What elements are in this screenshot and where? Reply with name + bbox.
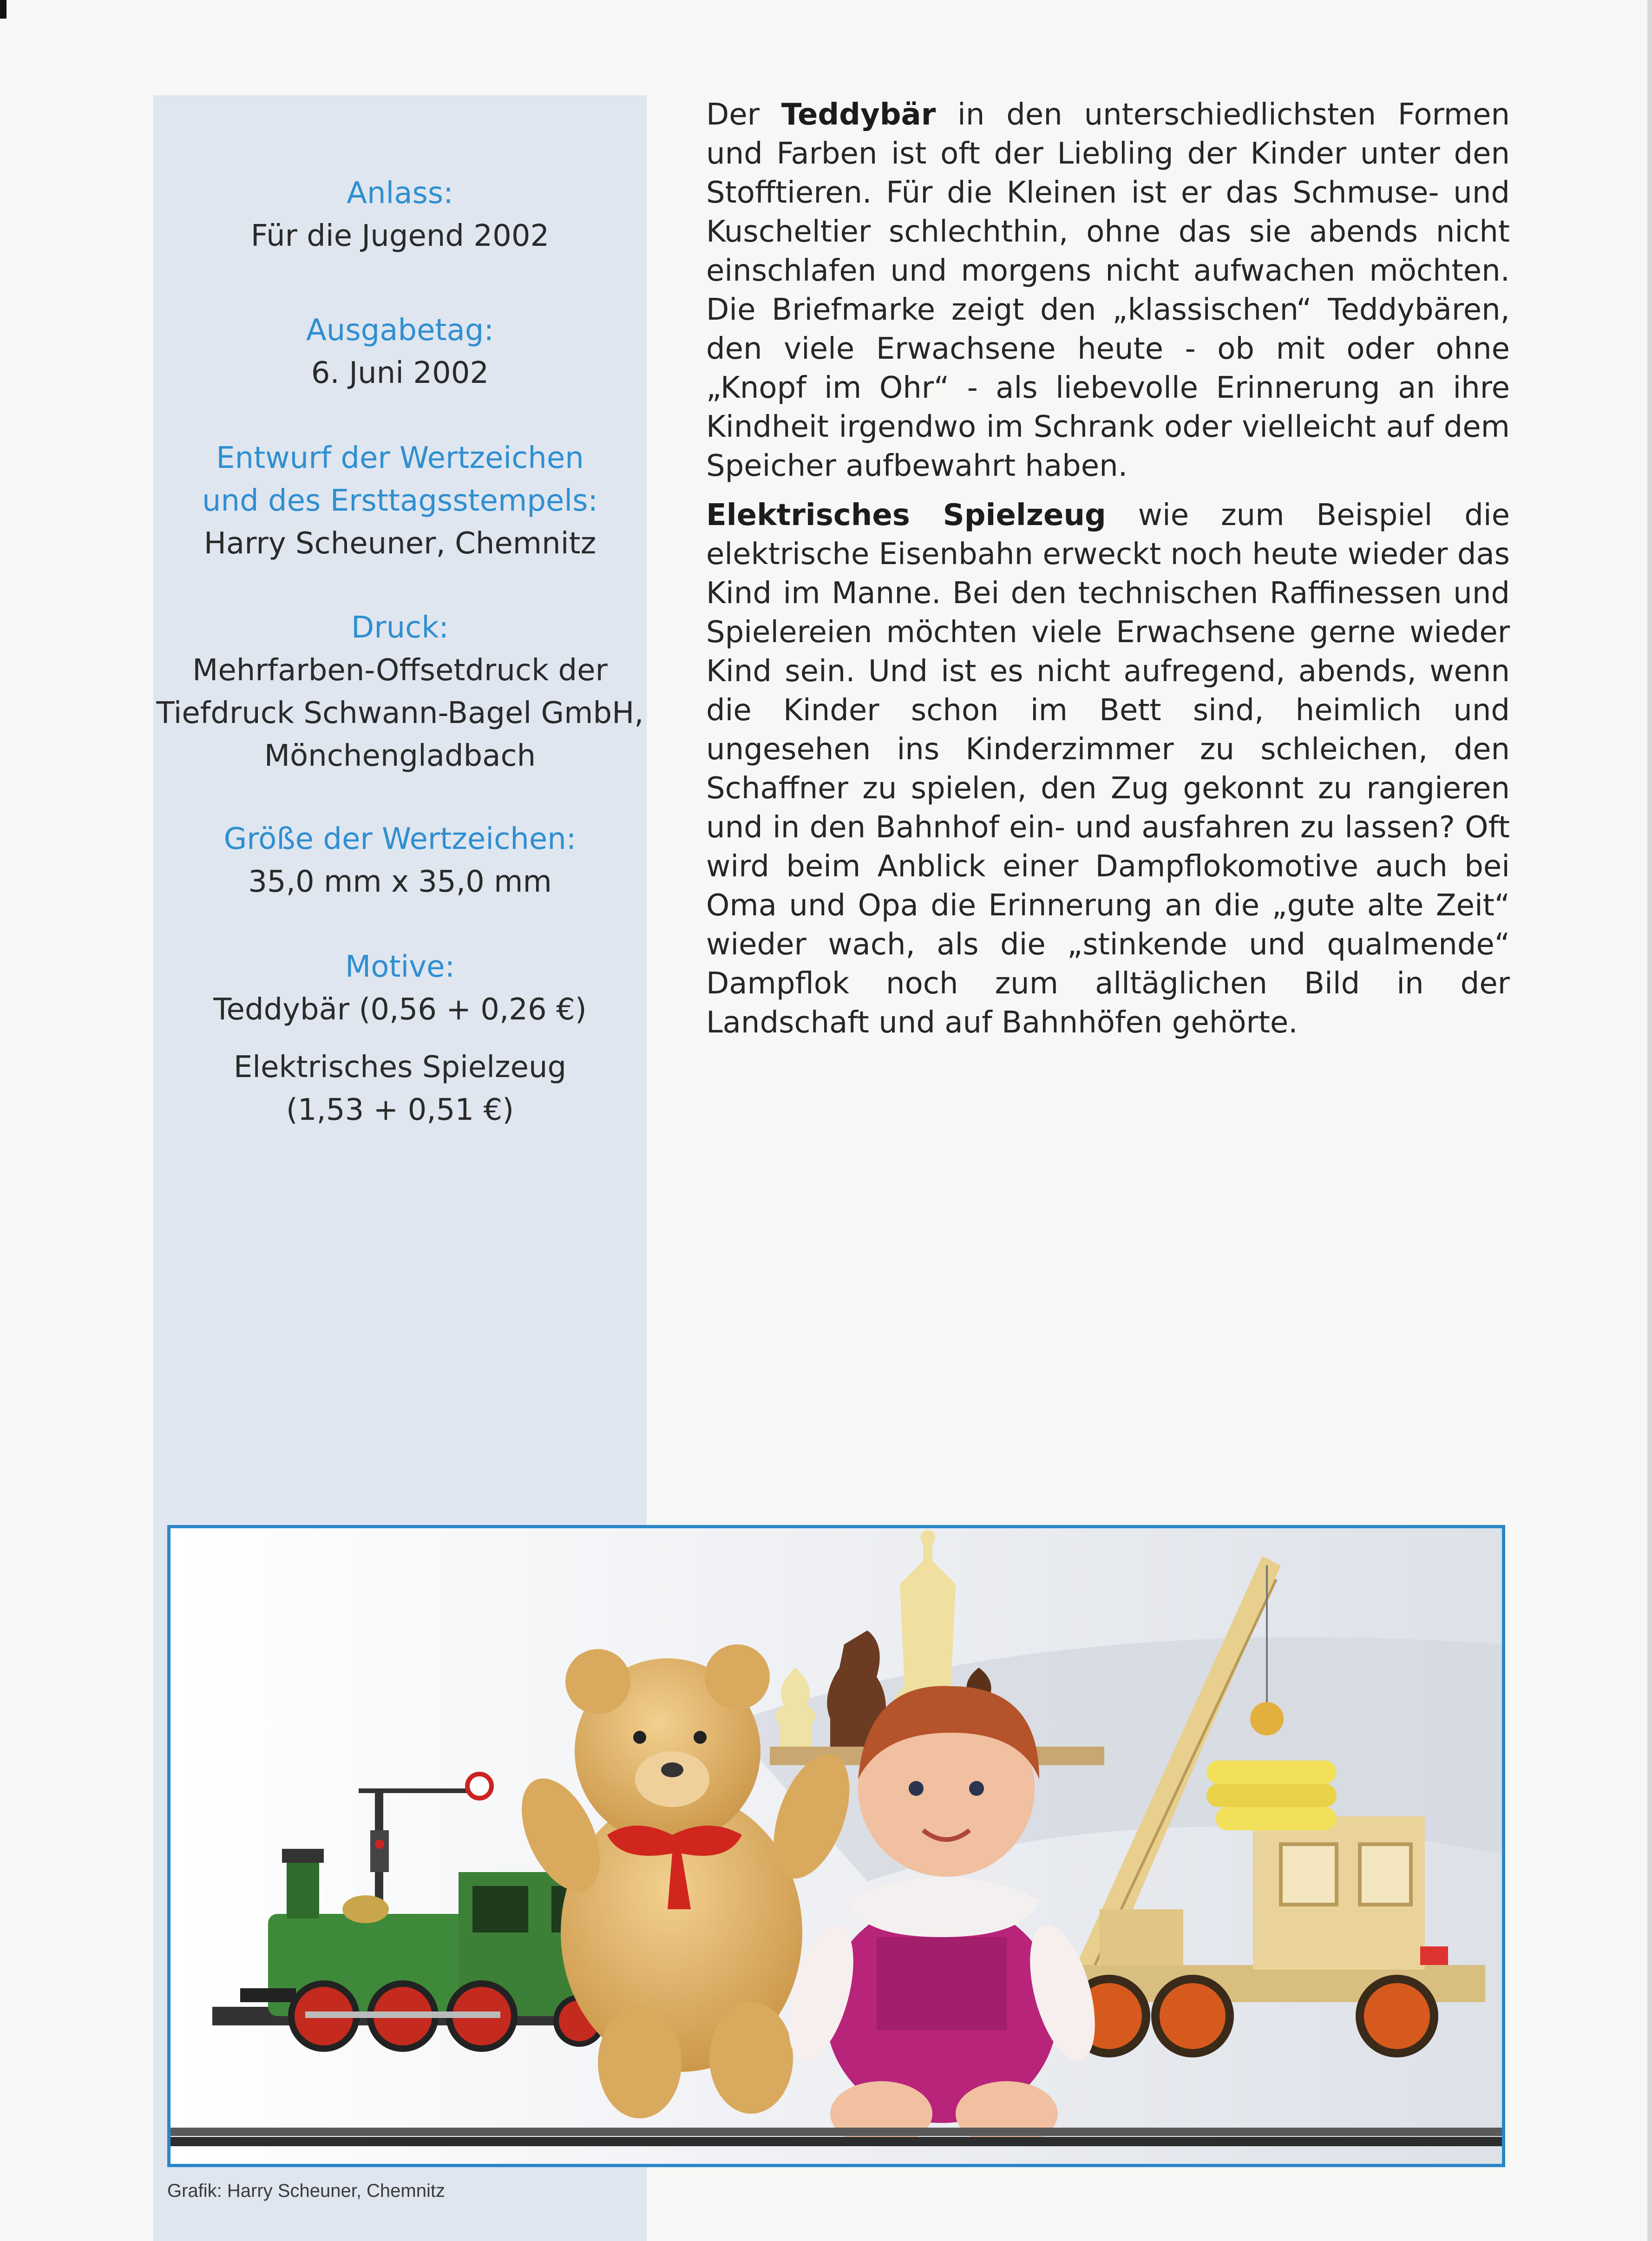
info-occasion-label: Anlass:: [347, 176, 453, 210]
info-issue-date: [153, 309, 647, 394]
info-motif-toys-1: Elektrisches Spielzeug: [233, 1050, 567, 1084]
info-design-value: Harry Scheuner, Chemnitz: [203, 526, 597, 561]
info-design: [153, 437, 647, 565]
info-stamp-size-value: 35,0 mm x 35,0 mm: [248, 865, 552, 899]
toys-illustration-art: [170, 1528, 1502, 2164]
info-printing-value-2: Tiefdruck Schwann-Bagel GmbH,: [156, 696, 644, 730]
info-occasion: [153, 172, 647, 257]
info-issue-date-value: 6. Juni 2002: [311, 356, 489, 390]
body-text: [706, 95, 1510, 1052]
info-printing-value-3: Mönchengladbach: [264, 739, 536, 773]
term-electric-toys: Elektrisches Spielzeug: [706, 498, 1106, 532]
image-credit: Grafik: Harry Scheuner, Chemnitz: [167, 2181, 445, 2201]
info-stamp-size: [153, 818, 647, 903]
info-motif-toys-2: (1,53 + 0,51 €): [286, 1093, 514, 1127]
info-motifs-label: Motive:: [345, 950, 455, 984]
info-printing-value-1: Mehrfarben-Offsetdruck der: [192, 653, 608, 688]
toys-illustration: [167, 1525, 1505, 2167]
info-design-label-1: Entwurf der Wertzeichen: [216, 441, 584, 475]
info-design-label-2: und des Ersttagsstempels:: [202, 484, 598, 518]
info-motif-teddy: Teddybär (0,56 + 0,26 €): [213, 992, 587, 1027]
info-occasion-value: Für die Jugend 2002: [250, 219, 550, 253]
paragraph-toys: Elektrisches Spielzeug wie zum Beispiel die elektrische Eisenbahn erweckt noch heute wieder das Kind im Manne. Bei den technischen Raffinessen und Spielereien möchten viele Erwachsene gerne wieder Kind sein. Und ist es nicht aufregend, abends, wenn die Kinder schon im Bett sind, heimlich und ungesehen ins Kinderzimmer zu schleichen, den Schaffner zu spielen, den Zug gekonnt zu rangieren und in den Bahnhof ein- und ausfahren zu lassen? Oft wird beim Anblick einer Dampflokomotive auch bei Oma und Opa die Erinnerung an die „gute alte Zeit“ wieder wach, als die „stinkende und qualmende“ Dampflok noch zum alltäglichen Bild in der Landschaft und auf Bahnhöfen gehörte.: [706, 498, 1510, 1040]
corner-mark: [0, 0, 7, 19]
railway-track-icon: [170, 2128, 1502, 2146]
info-printing: [153, 606, 647, 777]
paragraph-teddy: Der Teddybär in den unterschiedlichsten Formen und Farben ist oft der Liebling der Kinder unter den Stofftieren. Für die Kleinen ist er das Schmuse- und Kuscheltier schlechthin, ohne das sie abends nicht einschlafen und morgens nicht aufwachen möchten. Die Briefmarke zeigt den „klassischen“ Teddybären, den viele Erwachsene heute - ob mit oder ohne „Knopf im Ohr“ - als liebevolle Erinnerung an ihre Kindheit irgendwo im Schrank oder vielleicht auf dem Speicher aufbewahrt haben.: [706, 98, 1510, 483]
info-issue-date-label: Ausgabetag:: [306, 313, 494, 348]
term-teddy: Teddybär: [781, 98, 936, 132]
page-edge: [1647, 0, 1652, 2241]
info-printing-label: Druck:: [351, 611, 449, 645]
info-stamp-size-label: Größe der Wertzeichen:: [223, 822, 577, 856]
info-motifs: [153, 946, 647, 1131]
timber-load-icon: [1206, 1761, 1337, 1830]
